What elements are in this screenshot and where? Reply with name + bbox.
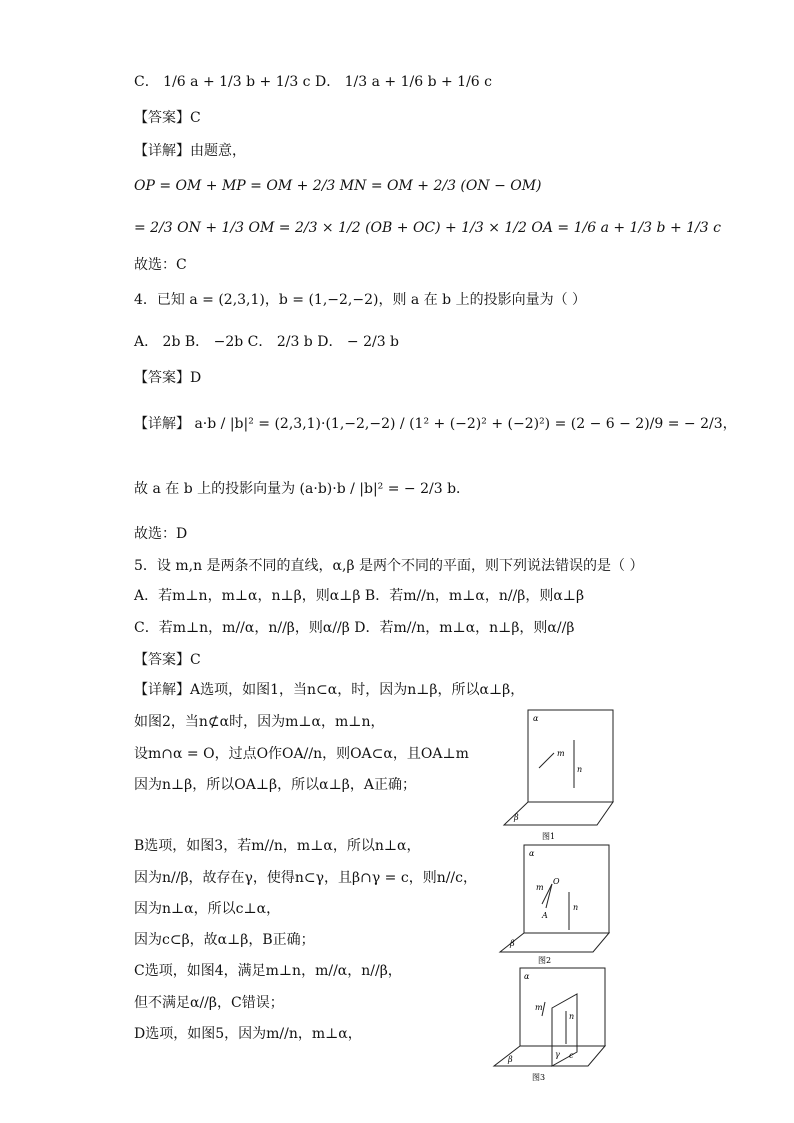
figure-2-segment-OA	[546, 884, 552, 908]
figure-2-label-m: m	[536, 883, 544, 892]
figure-3	[490, 966, 608, 1086]
figure-1	[500, 708, 615, 843]
figure-1-label-m: m	[557, 749, 565, 758]
figure-2-caption: 图2	[538, 956, 552, 965]
figure-3-label-beta: β	[508, 1055, 513, 1064]
q5-detail-line-10: 但不满足α//β，C错误；	[134, 995, 284, 1011]
q5-detail-line-3: 设m∩α = O，过点O作OA//n，则OA⊂α，且OA⊥m	[134, 746, 469, 762]
q4-detail: 【详解】 a·b / |b|² = (2,3,1)·(1,−2,−2) / (1² + (−2)² + (−2)²) = (2 − 6 − 2)/9 = − 2/3，	[134, 416, 737, 432]
q5-detail-line-1: 【详解】A选项，如图1，当n⊂α，时，因为n⊥β，所以α⊥β，	[134, 682, 525, 698]
figure-3-label-m: m	[535, 1003, 543, 1012]
q4-answer: 【答案】D	[134, 370, 202, 386]
figure-1-plane-beta	[504, 802, 613, 825]
figure-3-label-gamma: γ	[555, 1050, 560, 1059]
figure-1-plane-alpha	[528, 710, 613, 802]
figure-1-label-alpha: α	[533, 714, 539, 723]
figure-3-plane-alpha	[520, 968, 605, 1046]
q4-conclusion: 故 a 在 b 上的投影向量为 (a·b)·b / |b|² = − 2/3 b．	[134, 481, 471, 497]
q5-detail-line-7: 因为n⊥α，所以c⊥α，	[134, 901, 281, 917]
figure-2-label-A: A	[542, 911, 548, 920]
figure-3-label-n: n	[569, 1012, 575, 1021]
q3-equation-2: = 2/3 ON + 1/3 OM = 2/3 × 1/2 (OB + OC) + 1/3 × 1/2 OA = 1/6 a + 1/3 b + 1/3 c	[134, 220, 721, 236]
figure-2-label-alpha: α	[529, 849, 535, 858]
figure-3-caption: 图3	[532, 1073, 546, 1082]
q5-stem: 5．设 m,n 是两条不同的直线，α,β 是两个不同的平面，则下列说法错误的是（ ）	[134, 558, 644, 574]
q5-detail-line-6: 因为n//β，故存在γ，使得n⊂γ，且β∩γ = c，则n//c，	[134, 870, 477, 886]
q3-equation-1: OP = OM + MP = OM + 2/3 MN = OM + 2/3 (ON − OM)	[134, 178, 542, 194]
figure-1-caption: 图1	[542, 832, 556, 841]
q4-choice: 故选：D	[134, 526, 188, 542]
q3-options: C． 1/6 a + 1/3 b + 1/3 c D． 1/3 a + 1/6 b + 1/6 c	[134, 74, 492, 90]
figure-2-label-O: O	[553, 877, 560, 886]
q4-stem: 4．已知 a = (2,3,1)，b = (1,−2,−2)，则 a 在 b 上的投影向量为（ ）	[134, 292, 587, 308]
q5-answer: 【答案】C	[134, 652, 201, 668]
figure-2-plane-beta	[500, 933, 609, 952]
q5-detail-line-9: C选项，如图4，满足m⊥n，m//α，n//β，	[134, 963, 402, 979]
q3-choice: 故选：C	[134, 257, 187, 273]
figure-1-label-n: n	[577, 765, 583, 774]
q5-detail-line-8: 因为c⊂β，故α⊥β，B正确；	[134, 932, 315, 948]
q5-detail-line-4: 因为n⊥β，所以OA⊥β，所以α⊥β，A正确；	[134, 777, 416, 793]
figure-2	[496, 842, 611, 970]
q3-detail-intro: 【详解】由题意，	[134, 143, 246, 159]
figure-2-label-n: n	[573, 903, 579, 912]
q5-options-ab: A．若m⊥n，m⊥α，n⊥β，则α⊥β B．若m//n，m⊥α，n//β，则α⊥β	[134, 588, 585, 604]
figure-3-label-c: c	[569, 1051, 574, 1060]
figure-3-label-alpha: α	[524, 972, 530, 981]
q4-options: A． 2b B． −2b C． 2/3 b D． − 2/3 b	[134, 334, 400, 350]
q3-answer: 【答案】C	[134, 110, 201, 126]
figure-1-label-beta: β	[514, 813, 519, 822]
q5-detail-line-5: B选项，如图3，若m//n，m⊥α，所以n⊥α，	[134, 838, 421, 854]
figure-1-line-m	[539, 753, 554, 768]
q5-detail-line-11: D选项，如图5，因为m//n，m⊥α，	[134, 1026, 362, 1042]
q5-options-cd: C．若m⊥n，m//α，n//β，则α//β D．若m//n，m⊥α，n⊥β，则α//β	[134, 620, 575, 636]
q5-detail-line-2: 如图2，当n⊄α时，因为m⊥α，m⊥n，	[134, 714, 385, 730]
figure-2-label-beta: β	[510, 939, 515, 948]
